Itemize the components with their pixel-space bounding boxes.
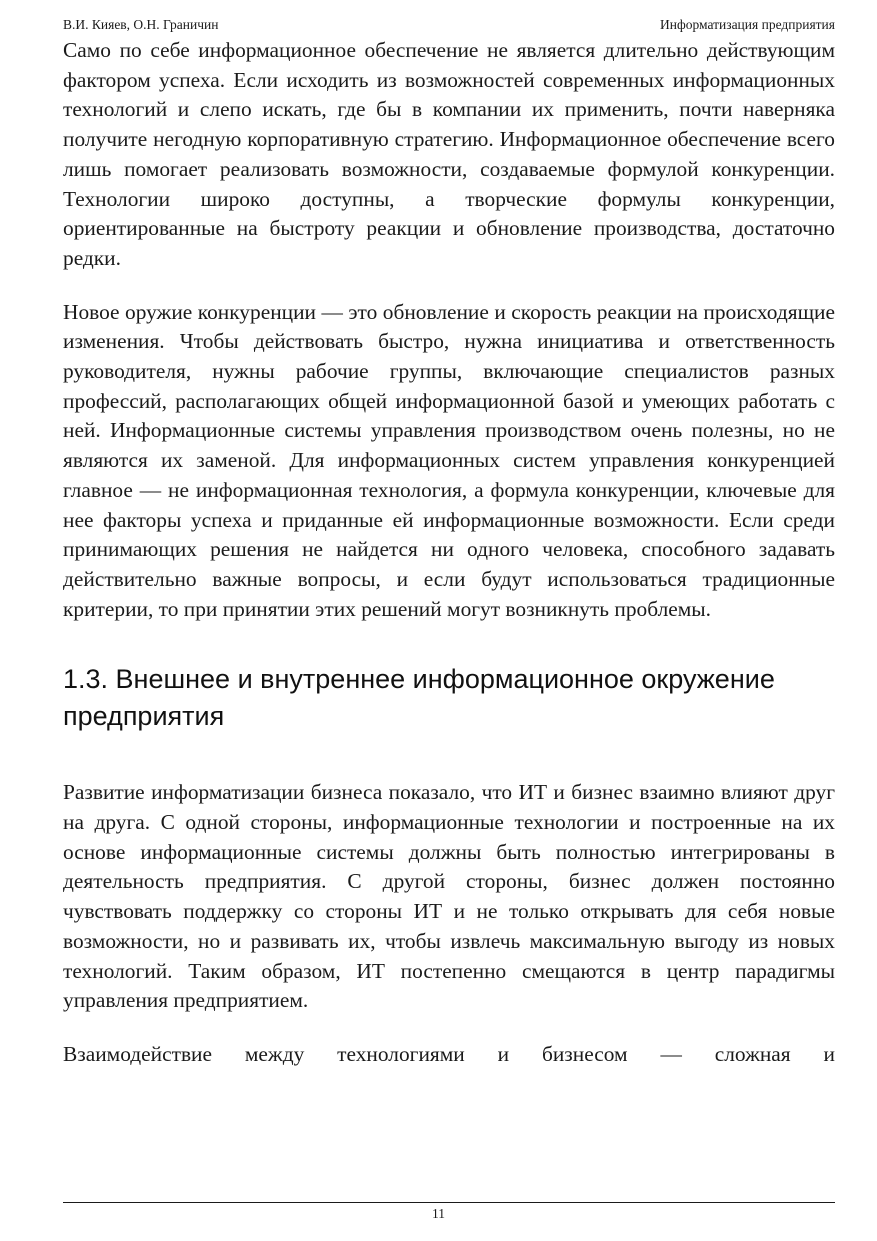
page-body <box>63 36 835 1070</box>
footer-divider <box>63 1202 835 1203</box>
paragraph-4: Взаимодействие между технологиями и бизнесом — сложная и <box>63 1041 835 1066</box>
paragraph-2: Новое оружие конкуренции — это обновление и скорость реакции на происходящие изменения. Чтобы действовать быстро, нужна инициатива и ответственность руководителя, нужны рабочие группы, включающие специалистов разных профессий, располагающих общей информационной базой и умеющих работать с ней. Информационные системы управления производством очень полезны, но не являются их заменой. Для информационных систем управления конкуренцией главное — не информационная технология, а формула конкуренции, ключевые для нее факторы успеха и приданные ей информационные возможности. Если среди принимающих решения не найдется ни одного человека, способного задавать действительно важные вопросы, и если будут использоваться традиционные критерии, то при принятии этих решений могут возникнуть проблемы. <box>63 299 835 621</box>
running-header-title: Информатизация предприятия <box>660 17 835 32</box>
section-heading: 1.3. Внешнее и внутреннее информационное окружение предприятия <box>63 664 775 732</box>
page-number: 11 <box>432 1206 445 1221</box>
running-header-authors: В.И. Кияев, О.Н. Граничин <box>63 17 219 32</box>
paragraph-3: Развитие информатизации бизнеса показало, что ИТ и бизнес взаимно влияют друг на друга. С одной стороны, информационные технологии и построенные на их основе информационные системы должны быть полностью интегрированы в деятельность предприятия. С другой стороны, бизнес должен постоянно чувствовать поддержку со стороны ИТ и не только открывать для себя новые возможности, но и развивать их, чтобы извлечь максимальную выгоду из новых технологий. Таким образом, ИТ постепенно смещаются в центр парадигмы управления предприятием. <box>63 780 835 1013</box>
paragraph-1: Само по себе информационное обеспечение не является длительно действующим фактором успеха. Если исходить из возможностей современных информационных технологий и слепо искать, где бы в компании их применить, почти наверняка получите негодную корпоративную стратегию. Информационное обеспечение всего лишь помогает реализовать возможности, создаваемые формулой конкуренции. Технологии широко доступны, а творческие формулы конкуренции, ориентированные на быстроту реакции и обновление производства, достаточно редки. <box>63 38 835 270</box>
